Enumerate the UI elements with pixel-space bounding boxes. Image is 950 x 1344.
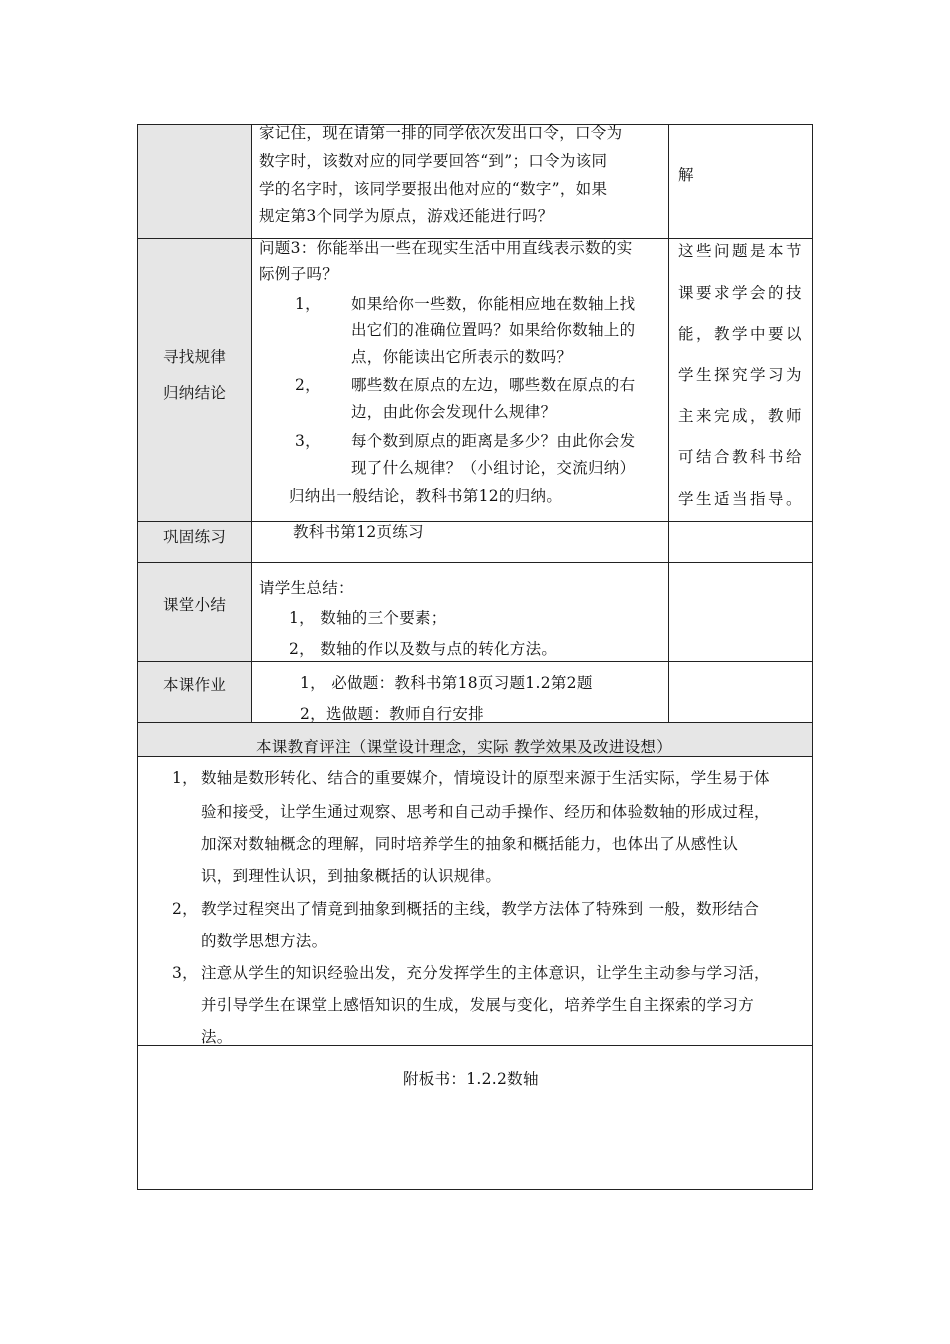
item-line: 出它们的准确位置吗？如果给你数轴上的 [351, 321, 636, 339]
content-line: 家记住，现在请第一排的同学依次发出口令，口令为 [259, 124, 623, 142]
board-text: 附板书：1.2.2数轴 [403, 1070, 539, 1088]
eval-line: 识，到理性认识，到抽象概括的认识规律。 [201, 867, 502, 885]
eval-line: 教学过程突出了情竟到抽象到概括的主线，教学方法体了特殊到 一般，数形结合 [201, 900, 760, 918]
label-cell-bg [138, 125, 251, 722]
eval-line: 并引导学生在课堂上感悟知识的生成，发展与变化，培养学生自主探索的学习方 [201, 996, 755, 1014]
eval-number: 3， [172, 964, 198, 982]
summary-intro: 请学生总结： [259, 579, 354, 597]
item-line: 每个数到原点的距离是多少？由此你会发 [351, 432, 636, 450]
item-line: 哪些数在原点的左边，哪些数在原点的右 [351, 376, 636, 394]
conclusion-text: 归纳出一般结论，教科书第12的归纳。 [289, 487, 563, 505]
item-number: 1， [295, 295, 321, 313]
item-line: 现了什么规律？（小组讨论，交流归纳） [351, 459, 636, 477]
homework-item: 1， 必做题：教科书第18页习题1.2第2题 [300, 674, 593, 692]
note-line: 这些问题是本节 [678, 242, 805, 260]
item-line: 点，你能读出它所表示的数吗？ [351, 348, 573, 366]
row-divider [137, 562, 813, 563]
eval-line: 加深对数轴概念的理解，同时培养学生的抽象和概括能力，也体出了从感性认 [201, 835, 739, 853]
note-line: 学生适当指导。 [678, 490, 805, 508]
eval-line: 注意从学生的知识经验出发，充分发挥学生的主体意识，让学生主动参与学习活， [201, 964, 770, 982]
item-number: 2， [295, 376, 321, 394]
eval-line: 的数学思想方法。 [201, 932, 328, 950]
item-number: 3， [295, 432, 321, 450]
row-divider [137, 1045, 813, 1046]
note-line: 主来完成，教师 [678, 407, 805, 425]
row-label-summary: 课堂小结 [163, 596, 227, 614]
row-label-homework: 本课作业 [163, 676, 227, 694]
note-line: 学生探究学习为 [678, 366, 805, 384]
eval-number: 1， [172, 769, 198, 787]
col-divider-1 [251, 124, 252, 722]
table-border-bottom [137, 1189, 813, 1190]
content-line: 规定第3个同学为原点，游戏还能进行吗？ [259, 207, 554, 225]
evaluation-heading: 本课教育评注（课堂设计理念，实际 教学效果及改进设想） [256, 738, 673, 756]
table-border-right [812, 124, 813, 1190]
eval-number: 2， [172, 900, 198, 918]
practice-content: 教科书第12页练习 [293, 523, 424, 541]
note-line: 课要求学会的技 [678, 284, 805, 302]
question-line: 际例子吗？ [259, 265, 339, 283]
summary-item: 2， 数轴的作以及数与点的转化方法。 [289, 640, 558, 658]
content-line: 数字时，该数对应的同学要回答“到”；口令为该同 [259, 152, 608, 170]
eval-line: 法。 [201, 1028, 233, 1046]
table-border-left [137, 124, 138, 1190]
row-divider [137, 661, 813, 662]
item-line: 边，由此你会发现什么规律？ [351, 403, 557, 421]
note-line: 能，教学中要以 [678, 325, 805, 343]
continued-note: 解 [678, 166, 694, 184]
note-line: 可结合教科书给 [678, 448, 805, 466]
item-line: 如果给你一些数，你能相应地在数轴上找 [351, 295, 636, 313]
row-label-find-rules-1: 寻找规律 [163, 348, 227, 366]
row-divider [137, 521, 813, 522]
content-line: 学的名字时，该同学要报出他对应的“数字”，如果 [259, 180, 608, 198]
col-divider-2 [668, 124, 669, 722]
eval-line: 数轴是数形转化、结合的重要媒介，情境设计的原型来源于生活实际，学生易于体 [201, 769, 770, 787]
homework-item: 2，选做题：教师自行安排 [300, 705, 484, 723]
row-label-find-rules-2: 归纳结论 [163, 384, 227, 402]
row-label-practice: 巩固练习 [163, 528, 227, 546]
question-line: 问题3：你能举出一些在现实生活中用直线表示数的实 [259, 239, 633, 257]
eval-line: 验和接受，让学生通过观察、思考和自己动手操作、经历和体验数轴的形成过程， [201, 803, 770, 821]
summary-item: 1， 数轴的三个要素； [289, 609, 447, 627]
